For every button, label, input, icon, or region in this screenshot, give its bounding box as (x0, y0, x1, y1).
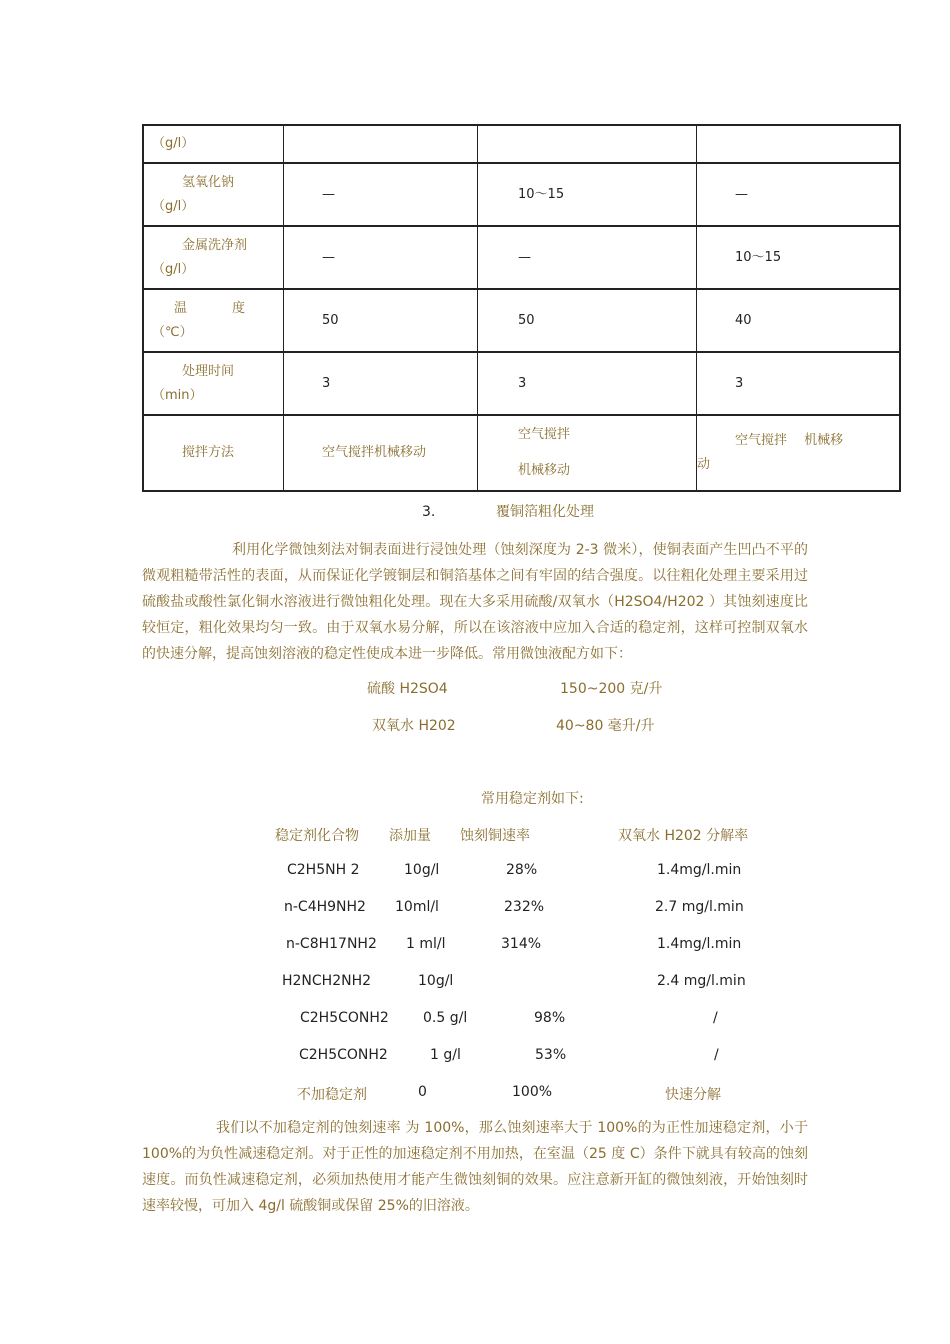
value-cell: 3 (478, 353, 697, 416)
value-cell: 10～15 (478, 164, 697, 227)
column-header: 双氧水 H202 分解率 (618, 828, 749, 844)
rate-cell: 53% (535, 1047, 567, 1063)
dosage-cell: 10g/l (418, 973, 454, 989)
decomp-cell: / (714, 1047, 719, 1063)
compound-cell: C2H5CONH2 (300, 1010, 389, 1026)
decomp-cell: 2.4 mg/l.min (657, 973, 746, 989)
formula-amount: 150~200 克/升 (560, 681, 663, 697)
rate-cell: 98% (534, 1010, 566, 1026)
value-cell: 50 (284, 290, 478, 353)
decomp-cell: 快速分解 (665, 1087, 721, 1103)
table-row (144, 290, 899, 353)
treatment-table (142, 124, 901, 492)
value-cell: 10～15 (697, 227, 899, 290)
param-label: 搅拌方法 (144, 416, 284, 490)
table-row (144, 353, 899, 416)
dosage-cell: 1 ml/l (406, 936, 446, 952)
param-label: 温 度 （℃） (144, 290, 284, 353)
compound-cell: n-C8H17NH2 (286, 936, 377, 952)
dosage-cell: 1 g/l (430, 1047, 461, 1063)
param-label: 处理时间 （min） (144, 353, 284, 416)
value-cell: 空气搅拌 机械移动 (478, 416, 697, 490)
rate-cell: 100% (512, 1084, 553, 1100)
value-cell: 空气搅拌 机械移 动 (697, 433, 844, 472)
column-header: 稳定剂化合物 (275, 828, 359, 844)
value-cell: 3 (697, 353, 899, 416)
dosage-cell: 10g/l (404, 862, 440, 878)
param-label: （g/l） (144, 126, 284, 164)
paragraph-conclusion: 我们以不加稳定剂的蚀刻速率 为 100%，那么蚀刻速率大于 100%的为正性加速稳定剂，小于 100%的为负性减速稳定剂。对于正性的加速稳定剂不用加热，在室温（25 度 C）条件下就具有较高的蚀刻速度。而负性减速稳定剂，必须加热使用才能产生微蚀刻铜的效果。应注意新开缸的微蚀刻液，开始蚀刻时速率较慢，可加入 4g/l 硫酸铜或保留 25%的旧溶液。 (142, 1120, 808, 1214)
formula-name: 硫酸 H2SO4 (367, 681, 448, 697)
value-cell: 40 (697, 290, 899, 353)
table-row (144, 164, 899, 227)
value-cell: — (284, 227, 478, 290)
decomp-cell: 2.7 mg/l.min (655, 899, 744, 915)
param-label: 氢氧化钠 （g/l） (144, 164, 284, 227)
value-cell (478, 126, 697, 164)
formula-amount: 40~80 毫升/升 (556, 718, 655, 734)
table-row (144, 416, 899, 490)
table-row (144, 126, 899, 164)
dosage-cell: 10ml/l (395, 899, 439, 915)
value-cell: — (697, 164, 899, 227)
value-cell: 空气搅拌机械移动 (284, 416, 478, 490)
section-title: 覆铜箔粗化处理 (496, 504, 594, 520)
rate-cell: 232% (504, 899, 545, 915)
value-cell: — (284, 164, 478, 227)
paragraph-intro: 利用化学微蚀刻法对铜表面进行浸蚀处理（蚀刻深度为 2-3 微米），使铜表面产生凹凸不平的微观粗糙带活性的表面，从而保证化学镀铜层和铜箔基体之间有牢固的结合强度。以往粗化处理主要采用过硫酸盐或酸性氯化铜水溶液进行微蚀粗化处理。现在大多采用硫酸/双氧水（H2SO4/H202 ）其蚀刻速度比较恒定，粗化效果均匀一致。由于双氧水易分解，所以在该溶液中应加入合适的稳定剂，这样可控制双氧水的快速分解，提高蚀刻溶液的稳定性使成本进一步降低。常用微蚀液配方如下： (142, 542, 808, 662)
value-cell: 50 (478, 290, 697, 353)
compound-cell: H2NCH2NH2 (282, 973, 372, 989)
compound-cell: C2H5NH 2 (287, 862, 360, 878)
rate-cell: 28% (506, 862, 538, 878)
section-number: 3. (422, 504, 436, 520)
column-header: 添加量 (389, 828, 431, 844)
value-cell: — (478, 227, 697, 290)
compound-cell: C2H5CONH2 (299, 1047, 388, 1063)
compound-cell: n-C4H9NH2 (284, 899, 366, 915)
decomp-cell: / (713, 1010, 718, 1026)
compound-cell: 不加稳定剂 (297, 1087, 367, 1103)
value-cell (284, 126, 478, 164)
table-row (144, 227, 899, 290)
dosage-cell: 0.5 g/l (423, 1010, 468, 1026)
formula-name: 双氧水 H202 (372, 718, 456, 734)
decomp-cell: 1.4mg/l.min (657, 936, 742, 952)
dosage-cell: 0 (418, 1084, 427, 1100)
value-cell (697, 126, 899, 164)
param-label: 金属洗净剂 （g/l） (144, 227, 284, 290)
rate-cell: 314% (501, 936, 542, 952)
stabilizer-intro: 常用稳定剂如下: (481, 791, 584, 807)
value-cell: 3 (284, 353, 478, 416)
column-header: 蚀刻铜速率 (460, 828, 530, 844)
decomp-cell: 1.4mg/l.min (657, 862, 742, 878)
